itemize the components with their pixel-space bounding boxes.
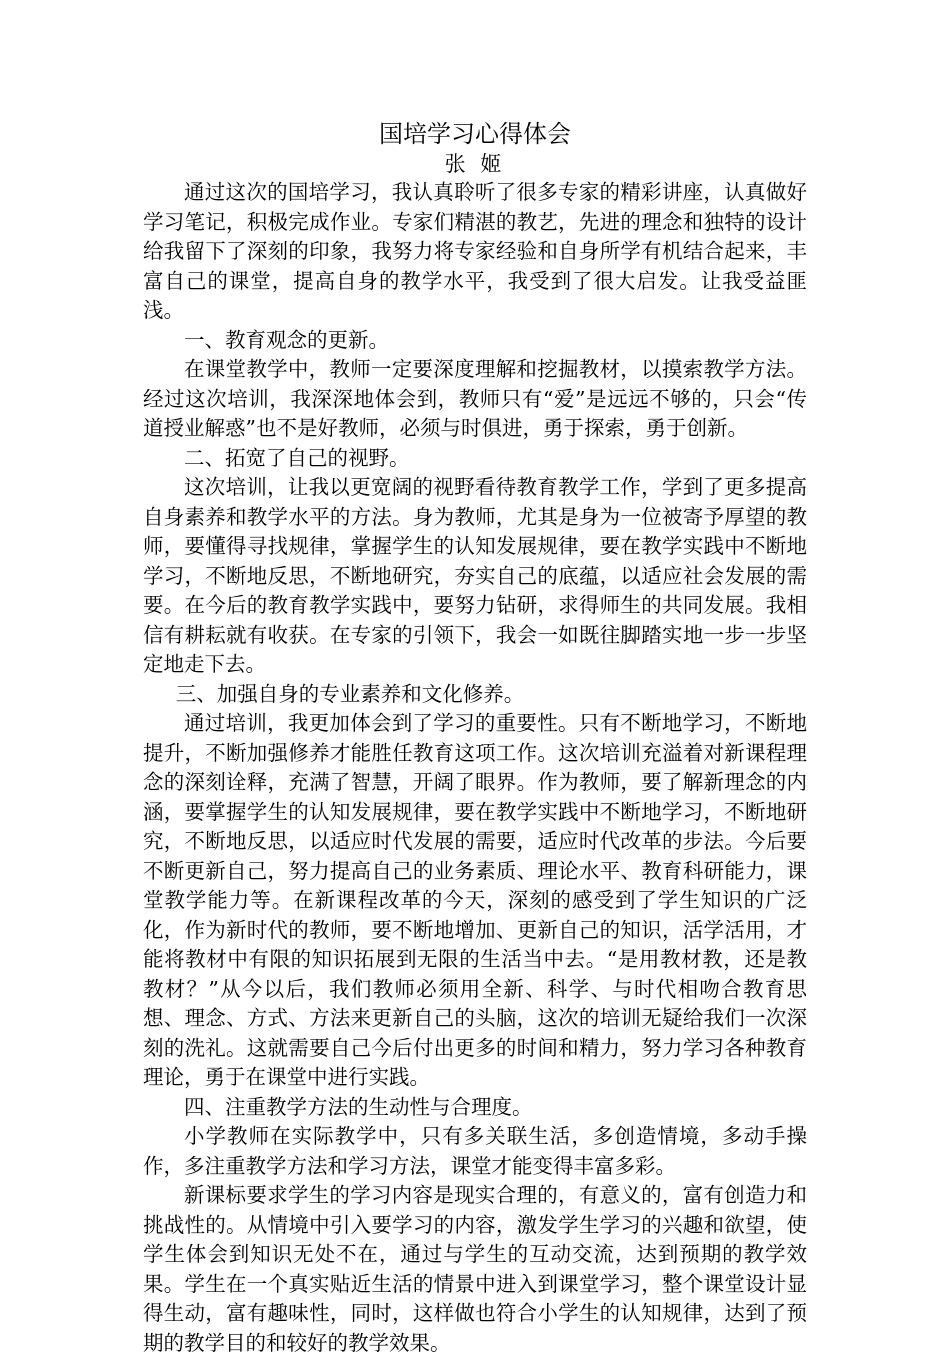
section-4-paragraph-1: 小学教师在实际教学中，只有多关联生活，多创造情境，多动手操作，多注重教学方法和学习方法，课堂才能变得丰富多彩。: [143, 1124, 807, 1178]
section-4-paragraph-2: 新课标要求学生的学习内容是现实合理的，有意义的，富有创造力和挑战性的。从情境中引入要学习的内容，激发学生学习的兴趣和欲望，使学生体会到知识无处不在，通过与学生的互动交流，达到预期的教学效果。学生在一个真实贴近生活的情景中进入到课堂学习，整个课堂设计显得生动，富有趣味性，同时，这样做也符合小学生的认知规律，达到了预期的教学目的和较好的教学效果。: [143, 1183, 807, 1355]
section-2-paragraph-1: 这次培训，让我以更宽阔的视野看待教育教学工作，学到了更多提高自身素养和教学水平的方法。身为教师，尤其是身为一位被寄予厚望的教师，要懂得寻找规律，掌握学生的认知发展规律，要在教学实践中不断地学习，不断地反思，不断地研究，夯实自己的底蕴，以适应社会发展的需要。在今后的教育教学实践中，要努力钻研，求得师生的共同发展。我相信有耕耘就有收获。在专家的引领下，我会一如既往脚踏实地一步一步坚定地走下去。: [143, 475, 807, 676]
section-1-paragraph-1: 在课堂教学中，教师一定要深度理解和挖掘教材，以摸索教学方法。经过这次培训，我深深地体会到，教师只有“爱”是远远不够的，只会“传道授业解惑”也不是好教师，必须与时俱进，勇于探索，勇于创新。: [143, 357, 807, 440]
document-page: [143, 118, 807, 1358]
section-4-heading: 四、注重教学方法的生动性与合理度。: [184, 1094, 533, 1119]
section-1-heading: 一、教育观念的更新。: [184, 327, 389, 352]
section-3-paragraph-1: 通过培训，我更加体会到了学习的重要性。只有不断地学习，不断地提升，不断加强修养才能胜任教育这项工作。这次培训充溢着对新课程理念的深刻诠释，充满了智慧，开阔了眼界。作为教师，要了解新理念的内涵，要掌握学生的认知发展规律，要在教学实践中不断地学习，不断地研究，不断地反思，以适应时代发展的需要，适应时代改革的步法。今后要不断更新自己，努力提高自己的业务素质、理论水平、教育科研能力，课堂教学能力等。在新课程改革的今天，深刻的感受到了学生知识的广泛化，作为新时代的教师，要不断地增加、更新自己的知识，活学活用，才能将教材中有限的知识拓展到无限的生活当中去。“是用教材教，还是教教材？”从今以后，我们教师必须用全新、科学、与时代相吻合教育思想、理念、方式、方法来更新自己的头脑，这次的培训无疑给我们一次深刻的洗礼。这就需要自己今后付出更多的时间和精力，努力学习各种教育理论，勇于在课堂中进行实践。: [143, 711, 807, 1089]
section-3-heading: 三、加强自身的专业素养和文化修养。: [175, 681, 525, 706]
document-title: 国培学习心得体会: [379, 120, 571, 148]
section-2-heading: 二、拓宽了自己的视野。: [184, 445, 410, 470]
document-author: 张 姬: [444, 152, 506, 176]
intro-paragraph: 通过这次的国培学习，我认真聆听了很多专家的精彩讲座，认真做好学习笔记，积极完成作业。专家们精湛的教艺，先进的理念和独特的设计给我留下了深刻的印象，我努力将专家经验和自身所学有机结合起来，丰富自己的课堂，提高自身的教学水平，我受到了很大启发。让我受益匪浅。: [143, 180, 807, 322]
